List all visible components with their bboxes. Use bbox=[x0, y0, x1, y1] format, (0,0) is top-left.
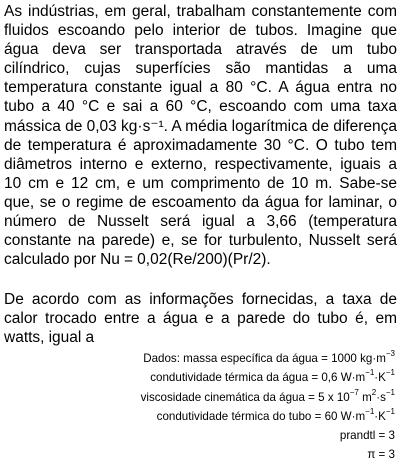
viscosity-text: viscosidade cinemática da água = 5 x 10 bbox=[140, 390, 350, 404]
exponent: −3 bbox=[385, 349, 395, 359]
exponent: −1 bbox=[385, 407, 395, 417]
given-density-text: Dados: massa específica da água = 1000 kg·m bbox=[143, 352, 386, 365]
given-water-conductivity bbox=[141, 368, 395, 387]
question-prompt: De acordo com as informações fornecidas, a taxa de calor trocado entre a água e a parede do tubo é, em watts, igual a bbox=[4, 291, 397, 347]
unit-second: ·s bbox=[376, 390, 386, 404]
unit-kelvin: ·K bbox=[374, 409, 386, 423]
given-kinematic-viscosity bbox=[141, 388, 395, 407]
given-density bbox=[141, 349, 395, 368]
given-tube-conductivity bbox=[141, 407, 395, 426]
unit-kelvin: ·K bbox=[374, 371, 386, 385]
exponent: −1 bbox=[385, 368, 395, 378]
given-prandtl: prandtl = 3 bbox=[339, 429, 395, 443]
unit-meter: m bbox=[358, 390, 372, 404]
water-conductivity-text: condutividade térmica da água = 0,6 W·m bbox=[150, 371, 366, 385]
exponent: −7 bbox=[349, 387, 359, 397]
given-pi: π = 3 bbox=[367, 448, 395, 462]
tube-conductivity-text: condutividade térmica do tubo = 60 W·m bbox=[156, 409, 366, 423]
exponent: 2 bbox=[371, 387, 377, 397]
exponent: −1 bbox=[365, 368, 375, 378]
exponent: −1 bbox=[365, 407, 375, 417]
given-data-block bbox=[141, 349, 395, 465]
question-statement: As indústrias, em geral, trabalham constantemente com fluidos escoando pelo interior de tubos. Imagine que água deva ser transportada através de um tubo cilíndrico, cujas superfícies são mantidas a uma temperatura constante igual a 80 °C. A água entra no tubo a 40 °C e sai a 60 °C, escoando com uma taxa mássica de 0,03 kg·s⁻¹. A média logarítmica de diferença de temperatura é aproximadamente 30 °C. O tubo tem diâmetros interno e externo, respectivamente, iguais a 10 cm e 12 cm, e um comprimento de 10 m. Sabe-se que, se o regime de escoamento da água for laminar, o número de Nusselt será igual a 3,66 (temperatura constante na parede) e, se for turbulento, Nusselt será calculado por Nu = 0,02(Re/200)(Pr/2). bbox=[4, 3, 397, 269]
exponent: −1 bbox=[385, 387, 395, 397]
